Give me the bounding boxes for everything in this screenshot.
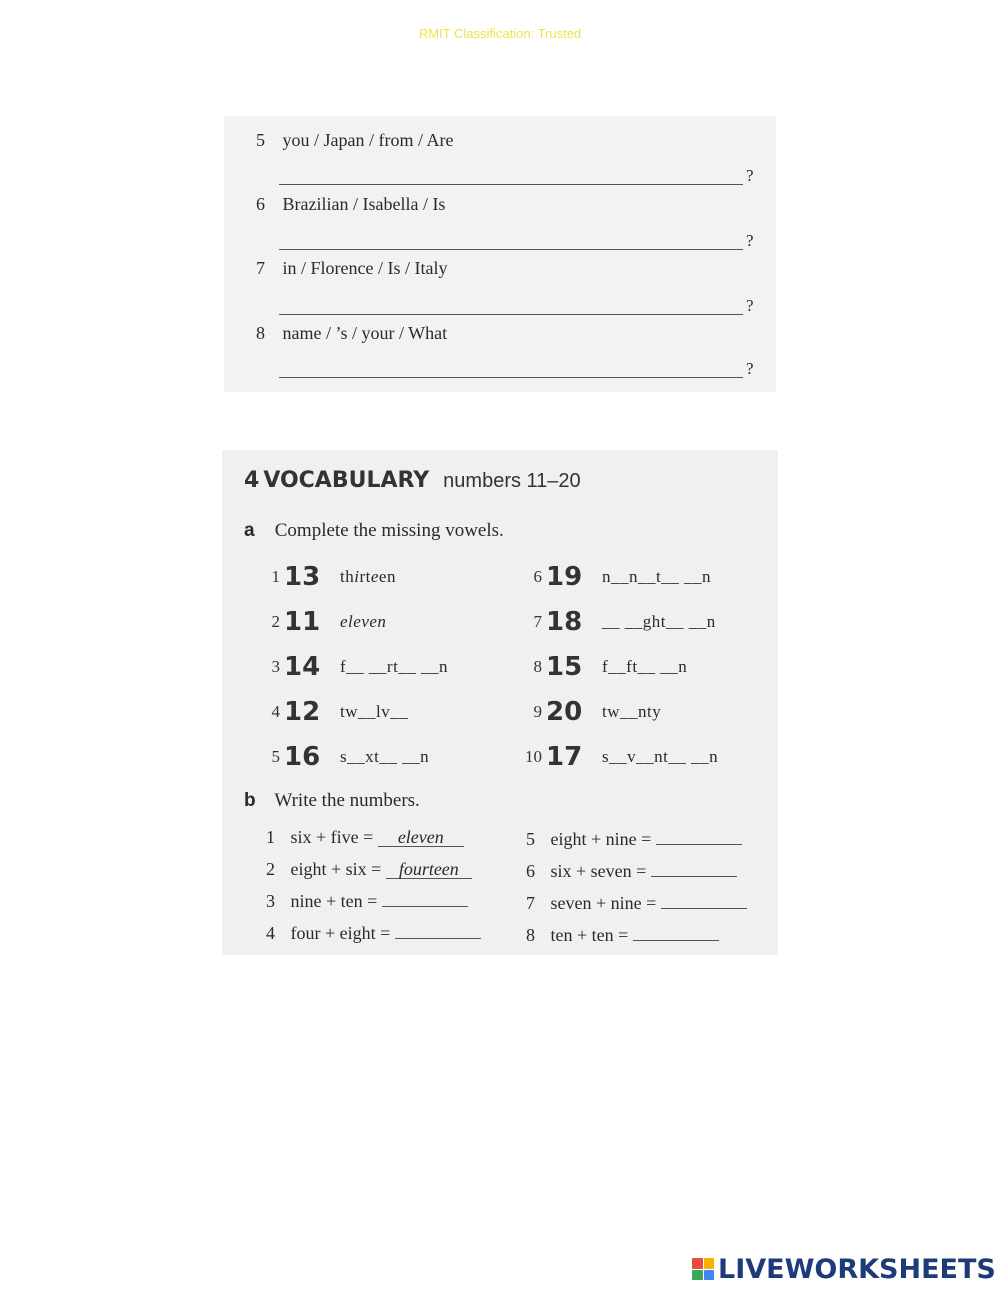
sum-text: four + eight =	[290, 923, 391, 943]
section-heading	[244, 468, 581, 493]
question-text: you / Japan / from / Are	[282, 130, 454, 150]
item-number: 6	[526, 861, 535, 881]
section-subtitle: numbers 11–20	[443, 470, 581, 492]
logo-mark-icon	[692, 1258, 714, 1280]
numeral: 20	[546, 697, 583, 727]
vowel-word[interactable]: __ __ght__ __n	[602, 612, 716, 631]
item-number: 7	[526, 893, 535, 913]
vowel-word	[340, 567, 396, 586]
question-text: in / Florence / Is / Italy	[282, 258, 448, 278]
vowel-item-8	[522, 652, 687, 682]
question-mark: ?	[746, 166, 754, 185]
numeral: 17	[546, 742, 583, 772]
sum-item-2	[266, 859, 472, 880]
filled-vowel: e	[370, 567, 379, 586]
numeral: 14	[284, 652, 321, 682]
item-number: 3	[266, 891, 275, 911]
answer-field[interactable]	[656, 844, 742, 845]
item-number: 9	[533, 702, 542, 721]
answer-field[interactable]	[382, 906, 468, 907]
sum-item-7	[526, 893, 747, 914]
question-6	[256, 194, 445, 215]
item-number: 4	[266, 923, 275, 943]
question-number: 7	[256, 258, 265, 278]
word-part: en	[378, 567, 396, 586]
question-number: 8	[256, 323, 265, 343]
sum-text: seven + nine =	[550, 893, 657, 913]
vowel-item-5	[260, 742, 429, 772]
answer-line-7[interactable]	[279, 314, 743, 315]
item-number: 1	[266, 827, 275, 847]
question-text: name / ’s / your / What	[282, 323, 448, 343]
sum-text: nine + ten =	[290, 891, 378, 911]
item-number: 2	[271, 612, 280, 631]
question-mark: ?	[746, 231, 754, 250]
part-letter: b	[244, 790, 256, 811]
filled-word: eleven	[340, 612, 387, 631]
question-8	[256, 323, 447, 344]
word-part: rt	[359, 567, 371, 586]
answer-field[interactable]	[633, 940, 719, 941]
answer-field[interactable]: eleven	[378, 828, 464, 847]
item-number: 10	[525, 747, 542, 766]
vowel-word[interactable]: f__ __rt__ __n	[340, 657, 449, 676]
vowel-word[interactable]: s__v__nt__ __n	[602, 747, 719, 766]
sum-item-6	[526, 861, 737, 882]
vowel-word[interactable]: tw__lv__	[340, 702, 409, 721]
logo-square	[692, 1270, 703, 1281]
vowel-item-10	[522, 742, 718, 772]
item-number: 8	[526, 925, 535, 945]
sum-item-1	[266, 827, 464, 848]
answer-field[interactable]: fourteen	[386, 860, 472, 879]
question-mark: ?	[746, 359, 754, 378]
logo-square	[704, 1258, 715, 1269]
vocabulary-panel	[222, 450, 778, 955]
item-number: 3	[271, 657, 280, 676]
item-number: 6	[533, 567, 542, 586]
vowel-word[interactable]	[340, 612, 386, 631]
answer-field[interactable]	[395, 938, 481, 939]
vowel-item-7	[522, 607, 716, 637]
sum-text: six + seven =	[550, 861, 647, 881]
item-number: 7	[533, 612, 542, 631]
vowel-item-3	[260, 652, 448, 682]
liveworksheets-logo	[692, 1252, 996, 1286]
sum-item-8	[526, 925, 719, 946]
sum-text: eight + nine =	[550, 829, 652, 849]
numeral: 11	[284, 607, 321, 637]
item-number: 8	[533, 657, 542, 676]
logo-square	[704, 1270, 715, 1281]
part-letter: a	[244, 520, 255, 541]
instruction-text: Write the numbers.	[274, 790, 420, 811]
vowel-item-6	[522, 562, 711, 592]
item-number: 1	[271, 567, 280, 586]
sum-text: six + five =	[290, 827, 374, 847]
numeral: 12	[284, 697, 321, 727]
vowel-word[interactable]: s__xt__ __n	[340, 747, 430, 766]
item-number: 4	[271, 702, 280, 721]
item-number: 5	[526, 829, 535, 849]
answer-line-6[interactable]	[279, 249, 743, 250]
classification-label: RMIT Classification: Trusted	[418, 26, 582, 41]
numeral: 13	[284, 562, 321, 592]
vowel-item-9	[522, 697, 661, 727]
question-7	[256, 258, 447, 279]
sum-text: eight + six =	[290, 859, 382, 879]
question-text: Brazilian / Isabella / Is	[282, 194, 446, 214]
numeral: 15	[546, 652, 583, 682]
vowel-item-1	[260, 562, 396, 592]
part-b-instruction	[244, 790, 420, 812]
logo-square	[692, 1258, 703, 1269]
sentence-order-panel	[224, 116, 776, 392]
question-5	[256, 130, 453, 151]
vowel-word[interactable]: f__ft__ __n	[602, 657, 688, 676]
sum-text: ten + ten =	[550, 925, 629, 945]
filled-vowel: i	[354, 567, 360, 586]
section-title: VOCABULARY	[263, 468, 430, 493]
question-number: 6	[256, 194, 265, 214]
answer-field[interactable]	[651, 876, 737, 877]
sum-item-5	[526, 829, 742, 850]
question-mark: ?	[746, 296, 754, 315]
question-number: 5	[256, 130, 265, 150]
sum-item-3	[266, 891, 468, 912]
answer-line-8[interactable]	[279, 377, 743, 378]
sum-item-4	[266, 923, 481, 944]
vowel-word[interactable]: n__n__t__ __n	[602, 567, 711, 586]
vowel-word[interactable]: tw__nty	[602, 702, 662, 721]
answer-field[interactable]	[661, 908, 747, 909]
numeral: 19	[546, 562, 583, 592]
numeral: 16	[284, 742, 321, 772]
word-part: th	[340, 567, 355, 586]
instruction-text: Complete the missing vowels.	[274, 520, 504, 541]
section-number: 4	[244, 468, 260, 493]
item-number: 5	[271, 747, 280, 766]
answer-line-5[interactable]	[279, 184, 743, 185]
item-number: 2	[266, 859, 275, 879]
part-a-instruction	[244, 520, 504, 542]
logo-text: LIVEWORKSHEETS	[718, 1253, 996, 1285]
numeral: 18	[546, 607, 583, 637]
vowel-item-4	[260, 697, 408, 727]
vowel-item-2	[260, 607, 386, 637]
